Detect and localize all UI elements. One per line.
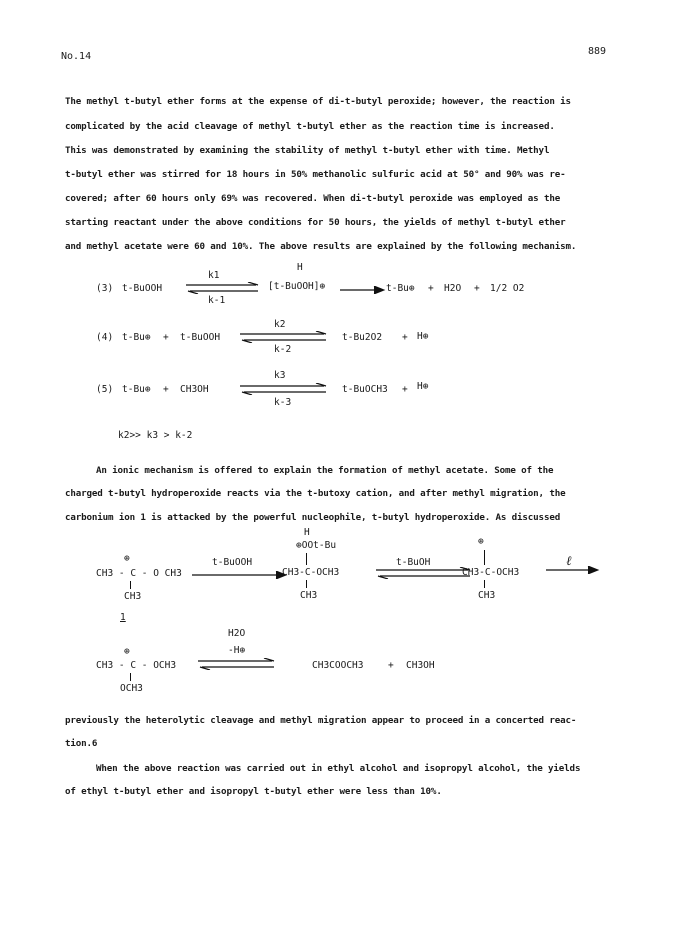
text-line: An ionic mechanism is offered to explain the formation of methyl acetate. Some of the — [96, 465, 554, 476]
rate-constant-forward: k3 — [274, 370, 286, 381]
text-line: This was demonstrated by examining the stability of methyl t-butyl ether with time. Methyl — [65, 145, 550, 156]
equation-number: (3) — [96, 283, 114, 294]
plus-sign: + — [402, 332, 408, 343]
journal-issue: No.14 — [61, 51, 92, 62]
plus-sign: + — [402, 384, 408, 395]
arrow-reagent: t-BuOOH — [212, 557, 253, 568]
product-methanol: CH3OH — [406, 660, 435, 671]
equilibrium-arrow — [240, 383, 328, 395]
arrow-reagent: -H⊕ — [228, 645, 246, 656]
product-water: H2O — [444, 283, 462, 294]
bond-line — [484, 580, 485, 588]
text-line: complicated by the acid cleavage of methyl t-butyl ether as the reaction time is increased. — [65, 121, 555, 132]
text-line: The methyl t-butyl ether forms at the expense of di-t-butyl peroxide; however, the reaction is — [65, 96, 571, 107]
equilibrium-arrow — [186, 282, 260, 294]
bond-line — [306, 580, 307, 588]
intermediate-structure: CH3-C-OCH3 — [462, 567, 520, 578]
arrow-reagent: H2O — [228, 628, 246, 639]
plus-sign: + — [474, 283, 480, 294]
cation-structure: CH3 - C - O CH3 — [96, 568, 182, 579]
positive-charge: ⊕ — [478, 536, 484, 547]
plus-sign: + — [388, 660, 394, 671]
text-line: When the above reaction was carried out in ethyl alcohol and isopropyl alcohol, the yields — [96, 763, 581, 774]
reactant: t-BuOOH — [122, 283, 163, 294]
bond-line — [484, 550, 485, 565]
equilibrium-arrow — [198, 658, 276, 670]
methoxy-group: OCH3 — [120, 683, 143, 694]
product-oxygen: 1/2 O2 — [490, 283, 525, 294]
bond-line — [306, 553, 307, 565]
methyl-group: CH3 — [478, 590, 496, 601]
equation-number: (5) — [96, 384, 114, 395]
text-line: covered; after 60 hours only 69% was recovered. When di-t-butyl peroxide was employed as the — [65, 193, 561, 204]
reaction-arrow — [546, 566, 600, 574]
peroxy-group: ⊕OOt-Bu — [296, 540, 337, 551]
plus-sign: + — [428, 283, 434, 294]
text-line: carbonium ion 1 is attacked by the powerful nucleophile, t-butyl hydroperoxide. As discussed — [65, 512, 561, 523]
reactant-cation: t-Bu⊕ — [122, 332, 151, 343]
h-label: H — [304, 527, 310, 538]
rate-constant-reverse: k-1 — [208, 295, 226, 306]
rate-relation: k2>> k3 > k-2 — [118, 430, 193, 441]
arrow-label: ℓ — [566, 554, 572, 569]
rate-constant-reverse: k-3 — [274, 397, 292, 408]
page-number: 889 — [588, 46, 607, 57]
text-line: t-butyl ether was stirred for 18 hours in 50% methanolic sulfuric acid at 50° and 90% was re- — [65, 169, 566, 180]
bond-line — [130, 673, 131, 681]
positive-charge: ⊕ — [124, 553, 130, 564]
equilibrium-arrow — [240, 331, 328, 343]
bond-line — [130, 581, 131, 589]
intermediate: [t-BuOOH]⊕ — [268, 281, 326, 292]
rate-constant-reverse: k-2 — [274, 344, 292, 355]
product-proton: H⊕ — [417, 381, 429, 392]
reactant-cation: t-Bu⊕ — [122, 384, 151, 395]
compound-label: 1 — [120, 612, 126, 623]
text-line: starting reactant under the above conditions for 50 hours, the yields of methyl t-butyl ether — [65, 217, 566, 228]
equilibrium-arrow — [376, 567, 472, 579]
equation-number: (4) — [96, 332, 114, 343]
text-line: tion.6 — [65, 738, 98, 749]
arrow-reagent: t-BuOH — [396, 557, 431, 568]
methyl-group: CH3 — [124, 591, 142, 602]
cation-structure: CH3 - C - OCH3 — [96, 660, 177, 671]
positive-charge: ⊕ — [124, 646, 130, 657]
product-proton: H⊕ — [417, 331, 429, 342]
text-line: charged t-butyl hydroperoxide reacts via the t-butoxy cation, and after methyl migration, the — [65, 488, 566, 499]
product-ester: CH3COOCH3 — [312, 660, 364, 671]
reaction-arrow — [192, 571, 288, 579]
text-line: of ethyl t-butyl ether and isopropyl t-butyl ether were less than 10%. — [65, 786, 442, 797]
intermediate-structure: CH3-C-OCH3 — [282, 567, 340, 578]
product-ether: t-BuOCH3 — [342, 384, 388, 395]
reactant-hydroperoxide: t-BuOOH — [180, 332, 221, 343]
reactant-methanol: CH3OH — [180, 384, 209, 395]
h-label: H — [297, 262, 303, 273]
text-line: and methyl acetate were 60 and 10%. The above results are explained by the following mechanism. — [65, 241, 577, 252]
text-line: previously the heterolytic cleavage and methyl migration appear to proceed in a concerted reac- — [65, 715, 577, 726]
rate-constant-forward: k2 — [274, 319, 286, 330]
methyl-group: CH3 — [300, 590, 318, 601]
plus-sign: + — [163, 332, 169, 343]
reaction-arrow — [340, 286, 386, 294]
product-cation: t-Bu⊕ — [386, 283, 415, 294]
product-peroxide: t-Bu2O2 — [342, 332, 383, 343]
plus-sign: + — [163, 384, 169, 395]
rate-constant-forward: k1 — [208, 270, 220, 281]
